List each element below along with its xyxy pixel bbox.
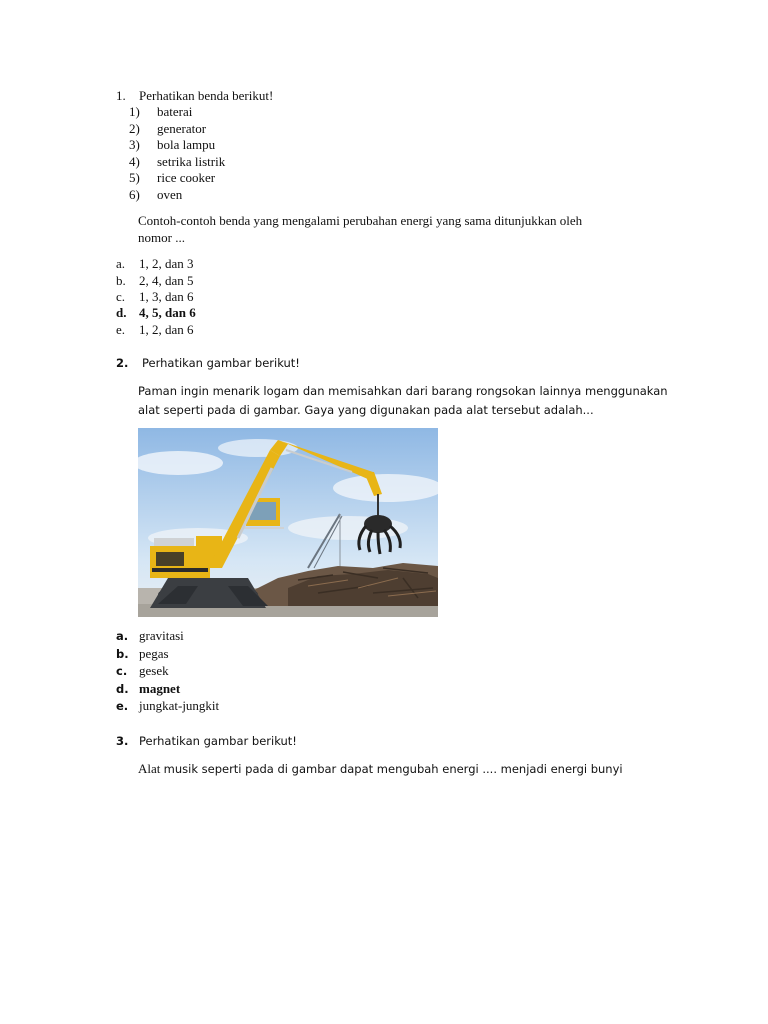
q1-item-number: 6) [129, 187, 140, 202]
q1-option-text: 1, 2, dan 3 [139, 256, 194, 271]
q1-number: 1. [116, 88, 126, 103]
q2-option-text-answer: magnet [139, 681, 181, 696]
q1-option-label: e. [116, 322, 126, 337]
q1-item-text: bola lampu [157, 137, 216, 152]
q2-option-label: e. [116, 699, 129, 713]
q1-option-label-answer: d. [116, 305, 127, 320]
q1-option-text-answer: 4, 5, dan 6 [139, 305, 196, 320]
q2-prompt: Perhatikan gambar berikut! [142, 356, 300, 370]
q1-question-line: nomor ... [138, 230, 185, 245]
q3-text [138, 761, 623, 777]
q1-option-label: c. [116, 289, 126, 304]
q1-item-number: 4) [129, 154, 140, 169]
q2-text-line: alat seperti pada di gambar. Gaya yang digunakan pada alat tersebut adalah... [138, 403, 594, 417]
q3-prompt: Perhatikan gambar berikut! [139, 734, 297, 748]
q2-number: 2. [116, 356, 129, 370]
q1-item-number: 5) [129, 170, 140, 185]
q3-text-part: Alat [138, 761, 164, 776]
q1-option-label: b. [116, 273, 126, 288]
q2-option-label-answer: d. [116, 682, 129, 696]
q1-prompt: Perhatikan benda berikut! [139, 88, 274, 103]
q1-item-text: baterai [157, 104, 193, 119]
excavator-photo [138, 428, 438, 617]
q1-item-text: rice cooker [157, 170, 216, 185]
q1-item-text: oven [157, 187, 183, 202]
q1-item-text: setrika listrik [157, 154, 226, 169]
q1-item-number: 3) [129, 137, 140, 152]
q1-option-text: 1, 3, dan 6 [139, 289, 194, 304]
q3-text-part: musik seperti pada di gambar dapat mengubah energi .... menjadi energi bunyi [163, 762, 623, 776]
q1-option-text: 2, 4, dan 5 [139, 273, 194, 288]
q2-option-text: pegas [139, 646, 169, 661]
q3-number: 3. [116, 734, 129, 748]
q1-item-text: generator [157, 121, 207, 136]
q1-item-number: 2) [129, 121, 140, 136]
q1-question-line: Contoh-contoh benda yang mengalami perubahan energi yang sama ditunjukkan oleh [138, 213, 583, 228]
q2-option-label: c. [116, 664, 128, 678]
q2-option-text: jungkat-jungkit [139, 698, 220, 713]
q1-item-number: 1) [129, 104, 140, 119]
q2-text-line: Paman ingin menarik logam dan memisahkan dari barang rongsokan lainnya menggunakan [138, 384, 668, 398]
q2-option-text: gravitasi [139, 628, 184, 643]
q2-option-label: a. [116, 629, 129, 643]
q2-option-label: b. [116, 647, 129, 661]
q1-option-label: a. [116, 256, 126, 271]
q1-option-text: 1, 2, dan 6 [139, 322, 194, 337]
q2-option-text: gesek [139, 663, 169, 678]
